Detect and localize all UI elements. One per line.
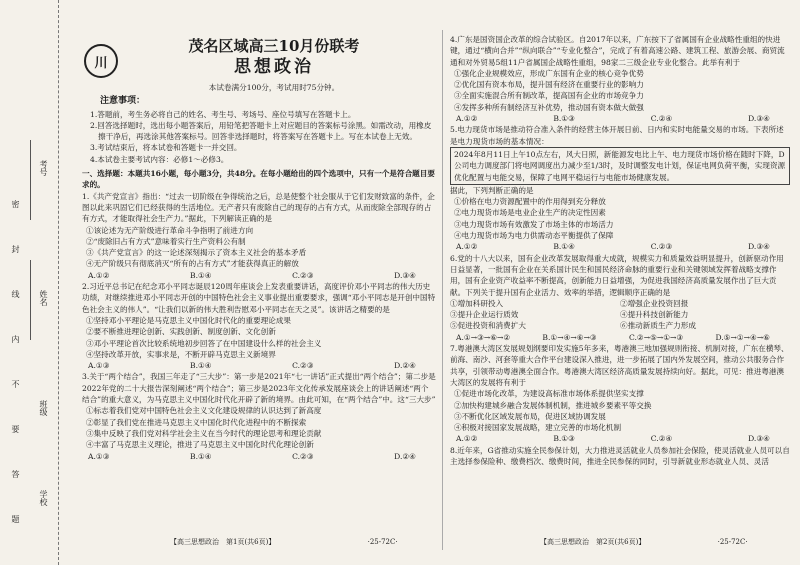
question-item: ③邓小平理论首次比较系统地初步回答了在中国建设什么样的社会主义 (86, 338, 322, 348)
option-b: B.①③ (553, 434, 575, 444)
question-item: ②增强企业投资回报 (620, 298, 689, 308)
notice-heading: 注意事项： (100, 96, 146, 107)
footer-right (540, 537, 748, 547)
option-c: C.②③ (650, 242, 673, 252)
left-column (82, 36, 436, 462)
section-heading: 一、选择题：本题共16小题，每小题3分，共48分。在每小题给出的四个选项中，只有一个是符合题目要求的。 (82, 169, 435, 190)
question-item: ⑥推动新质生产力形成 (620, 321, 696, 331)
question-3 (82, 371, 436, 461)
option-d: D.⑤→①→④→⑥ (715, 332, 770, 342)
option-c: C.②④ (650, 434, 673, 444)
notice-item: 3.考试结束后，将本试卷和答题卡一并交回。 (90, 143, 242, 153)
seal-mark-1: 密 (11, 200, 20, 209)
footer-right-code: ·25-72C· (717, 538, 748, 546)
footer-left-text: 【高三思想政治 第1页(共6页)】 (170, 538, 276, 546)
question-item: ④坚持改革开放，实事求是，不断开辟马克思主义新境界 (86, 349, 276, 359)
option-b: B.①④ (189, 270, 212, 280)
column-divider (442, 30, 443, 550)
seal-mark-2: 封 (11, 245, 20, 254)
question-item: ①该论述为无产阶级进行革命斗争指明了前进方向 (86, 225, 254, 235)
option-b: B.①④ (189, 451, 212, 461)
option-c: C.②→⑤→①→③ (628, 332, 684, 342)
option-a: A.①② (88, 270, 110, 280)
question-item: ①促进市场化改革，为建设高标准市场体系提供坚实支撑 (454, 389, 644, 399)
question-stem: 7.粤港澳大湾区发展规划纲要印发实施5年多来，粤港澳三地加强规则衔接、机制对接，广东在横琴、前海、南沙、河套等重大合作平台建设深入推进，进一步拓展了国内外发展空间，推动公共服务合作共享，引领带动粤港澳全面合作。粤港澳大湾区经济高质量发展持续向好。据此，可见：推进粤港澳大湾区的发展将有利于 (450, 344, 789, 387)
option-a: A.①③ (88, 451, 110, 461)
question-stem: 4.广东是国资国企改革的综合试验区。自2017年以来，广东按下了省属国有企业战略性重组的快进键，通过“横向合并”“纵向联合”“专业化整合”，完成了有着高速公路、建筑工程、旅游会展、商贸流通和对外贸易5组11户省属国企战略性重组，98家二三级企业专业化整合。此举有利于 (450, 35, 785, 67)
question-prompt: 据此，下列判断正确的是 (450, 185, 534, 195)
question-item: ③电力现货市场有效激发了市场主体的市场活力 (454, 219, 614, 229)
right-column (450, 34, 790, 467)
option-c: C.②③ (292, 451, 314, 461)
option-a: A.①③ (88, 361, 110, 371)
question-item: ②要不断推进理论创新、实践创新、制度创新、文化创新 (86, 327, 276, 337)
question-item: ④丰富了马克思主义理论，推进了马克思主义中国化时代化理论创新 (86, 440, 314, 450)
seal-mark-5: 不 (11, 380, 20, 389)
question-item: ④电力现货市场为电力供需动态平衡提供了保障 (454, 231, 614, 241)
option-b: B.①→④→⑥→③ (542, 332, 597, 342)
xuexiao-label: 学校 (39, 490, 48, 506)
question-7 (450, 343, 790, 445)
option-d: D.③④ (748, 242, 770, 252)
option-a: A.①② (456, 114, 478, 124)
question-item: ②彰显了我们党在推进马克思主义中国化时代化进程中的不断探索 (86, 417, 307, 427)
option-d: D.②④ (394, 451, 416, 461)
question-item: ①标志着我们党对中国特色社会主义文化建设规律的认识达到了新高度 (86, 406, 322, 416)
question-item: ④发挥多种所有制经济互补优势，推动国有资本做大做强 (454, 102, 644, 112)
question-2 (82, 281, 436, 371)
seal-mark-7: 答 (11, 470, 20, 479)
score-line: 本试卷满分100分，考试用时75分钟。 (208, 83, 340, 92)
question-item: ③《共产党宣言》的这一论述深刻揭示了资本主义社会的基本矛盾 (86, 248, 307, 258)
seal-mark-8: 题 (11, 515, 20, 524)
question-item: ③提升企业运行质效 (450, 310, 519, 320)
option-a: A.①→③→⑥→② (456, 332, 511, 342)
question-options (450, 433, 790, 444)
question-stem: 2.习近平总书记在纪念邓小平同志诞辰120周年座谈会上发表重要讲话，高度评价邓小平同志的伟大历史功绩，对继续推进邓小平同志开创的中国特色社会主义事业提出重要要求，强调“邓小平同志是开创中国特色社会主义的伟人”。“让我们以新的伟大胜利告慰邓小平同志在天之灵”。该讲话之精要的是 (82, 282, 436, 314)
question-options (82, 451, 436, 462)
option-c: C.②④ (650, 114, 673, 124)
banji-label: 班级 (39, 400, 48, 416)
question-item: ⑤促进投资和消费扩大 (450, 321, 526, 331)
option-c: C.②③ (292, 361, 314, 371)
question-item: ②优化国有资本布局，提升国有经济在重要行业的影响力 (454, 80, 644, 90)
question-options (450, 241, 790, 252)
question-item: ③全面实施混合所有制改革，提高国有企业的市场竞争力 (454, 91, 644, 101)
question-stem: 3.关于“两个结合”，我国三年走了“三大步”：第一步是2021年“七一讲话”正式提出“两个结合”；第二步是2022年党的二十大报告深刻阐述“两个结合”；第三步是2023年文化传承发展座谈会上的讲话阐述“两个结合”的重大意义，为马克思主义中国化时代化开辟了新的境界。由此可知，在“两个结合”中。这“三大步” (82, 372, 436, 405)
question-item: ①价格在电力资源配置中的作用得到充分释放 (454, 197, 606, 207)
question-options (450, 113, 790, 124)
question-item: ④提升科技创新能力 (620, 310, 689, 320)
question-item: ①坚持邓小平理论是马克思主义中国化时代化的重要理论成果 (86, 315, 292, 325)
question-item: ④无产阶级只有彻底消灭“所有的占有方式”才能获得真正的解放 (86, 259, 299, 269)
footer-left-code: ·25-72C· (367, 538, 398, 546)
xingming-line (30, 260, 31, 340)
option-b: B.①③ (553, 114, 575, 124)
question-stem: 1.《共产党宣言》指出：“过去一切阶级在争得统治之后，总是使整个社会服从于它们发财致富的条件，企图以此来巩固它们已经获得的生活地位。无产者只有废除自己的现存的占有方式，从而废除全部现存的占有方式，才能取得社会生产力。”据此，下列解读正确的是 (82, 191, 435, 224)
seal-mark-6: 要 (11, 425, 20, 434)
option-b: B.①④ (189, 361, 212, 371)
question-5 (450, 124, 790, 252)
footer-right-text: 【高三思想政治 第2页(共6页)】 (540, 538, 646, 546)
question-item: ②“废除旧占有方式”意味着实行生产资料公有制 (86, 236, 246, 246)
question-item: ③集中反映了我们党对科学社会主义在当今时代的理论思考和理论贡献 (86, 428, 322, 438)
question-options (82, 360, 436, 371)
logo-icon: 川 (84, 44, 118, 78)
footer-left (170, 537, 398, 547)
option-d: D.③④ (748, 434, 770, 444)
option-d: D.②④ (394, 361, 416, 371)
option-a: A.①② (456, 242, 478, 252)
seal-mark-3: 线 (11, 290, 20, 299)
option-b: B.①④ (553, 242, 575, 252)
binding-margin (0, 0, 59, 565)
question-item: ②加快构建城乡融合发展体制机制，推进城乡要素平等交换 (454, 400, 652, 410)
notice-item: 4.本试卷主要考试内容：必修1～必修3。 (90, 154, 229, 164)
exam-title: 茂名区域高三10月份联考 (188, 37, 360, 55)
question-options (82, 270, 436, 281)
subject-title: 思想政治 (234, 57, 314, 77)
question-4 (450, 34, 790, 124)
option-d: D.③④ (748, 114, 770, 124)
question-item: ③不断优化区域发展布局，促进区域协调发展 (454, 411, 606, 421)
notice-block (82, 96, 436, 165)
question-item: ①增加科研投入 (450, 298, 504, 308)
question-options (450, 332, 790, 343)
question-item: ①强化企业规模效应，形成广东国有企业的核心竞争优势 (454, 68, 644, 78)
question-stem: 5.电力现货市场是推动符合准入条件的经营主体开展日前、日内和实时电能量交易的市场。下表所述是电力现货市场的基本情况： (450, 125, 784, 146)
option-d: D.③④ (394, 270, 416, 280)
notice-item: 2.回答选择题时，选出每小题答案后，用铅笔把答题卡上对应题目的答案标号涂黑。如需改动，用橡皮擦干净后，再选涂其他答案标号。回答非选择题时，将答案写在答题卡上。写在本试卷上无效。 (90, 120, 432, 142)
question-stem: 8.近年来，G省推动实施全民参保计划，大力推进灵活就业人员参加社会保险，使灵活就业人员可以自主选择参保险种、缴费档次、缴费时间，推进全民参保的同时，引导新就业形态就业人员、灵活 (450, 445, 790, 466)
question-item: ④积极对接国家发展战略，建立完善的市场化机制 (454, 423, 622, 433)
question-items-grid (450, 298, 790, 332)
question-8 (450, 445, 790, 468)
question-stem: 6.党的十八大以来，国有企业改革发展取得重大成就，规模实力和质量效益明显提升，创新驱动作用日益显著，一批国有企业在关系国计民生和国民经济命脉的重要行业和关键领域发挥着战略支撑作用，国有企业资产收益率不断提高，创新能力日益增强，为促进我国经济高质量发展作出了巨大贡献。下列关于提升国有企业活力、效率的举措，逻辑顺序正确的是 (450, 253, 784, 297)
kaohao-line (30, 140, 31, 220)
option-c: C.②③ (292, 270, 314, 280)
option-a: A.①② (456, 434, 478, 444)
material-box: 2024年8月11日上午10点左右，风大日照，新能源发电比上午、电力现货市场价格在随时下降，D公司电力调度部门将电网调度出力减少至1/3时，及时调整发电计划，保证电网负荷平衡，实现资源优化配置与电能交易，保障了电网平稳运行与电能市场健康发展。 (450, 147, 790, 185)
question-1 (82, 191, 436, 281)
xingming-label: 姓名 (39, 290, 48, 306)
question-6 (450, 253, 790, 343)
notice-item: 1.答题前，考生务必将自己的姓名、考生号、考场号、座位号填写在答题卡上。 (90, 109, 356, 119)
question-item: ②电力现货市场是电业企业生产的决定性因素 (454, 208, 606, 218)
kaohao-label: 考号 (39, 160, 48, 176)
seal-mark-4: 内 (11, 335, 20, 344)
